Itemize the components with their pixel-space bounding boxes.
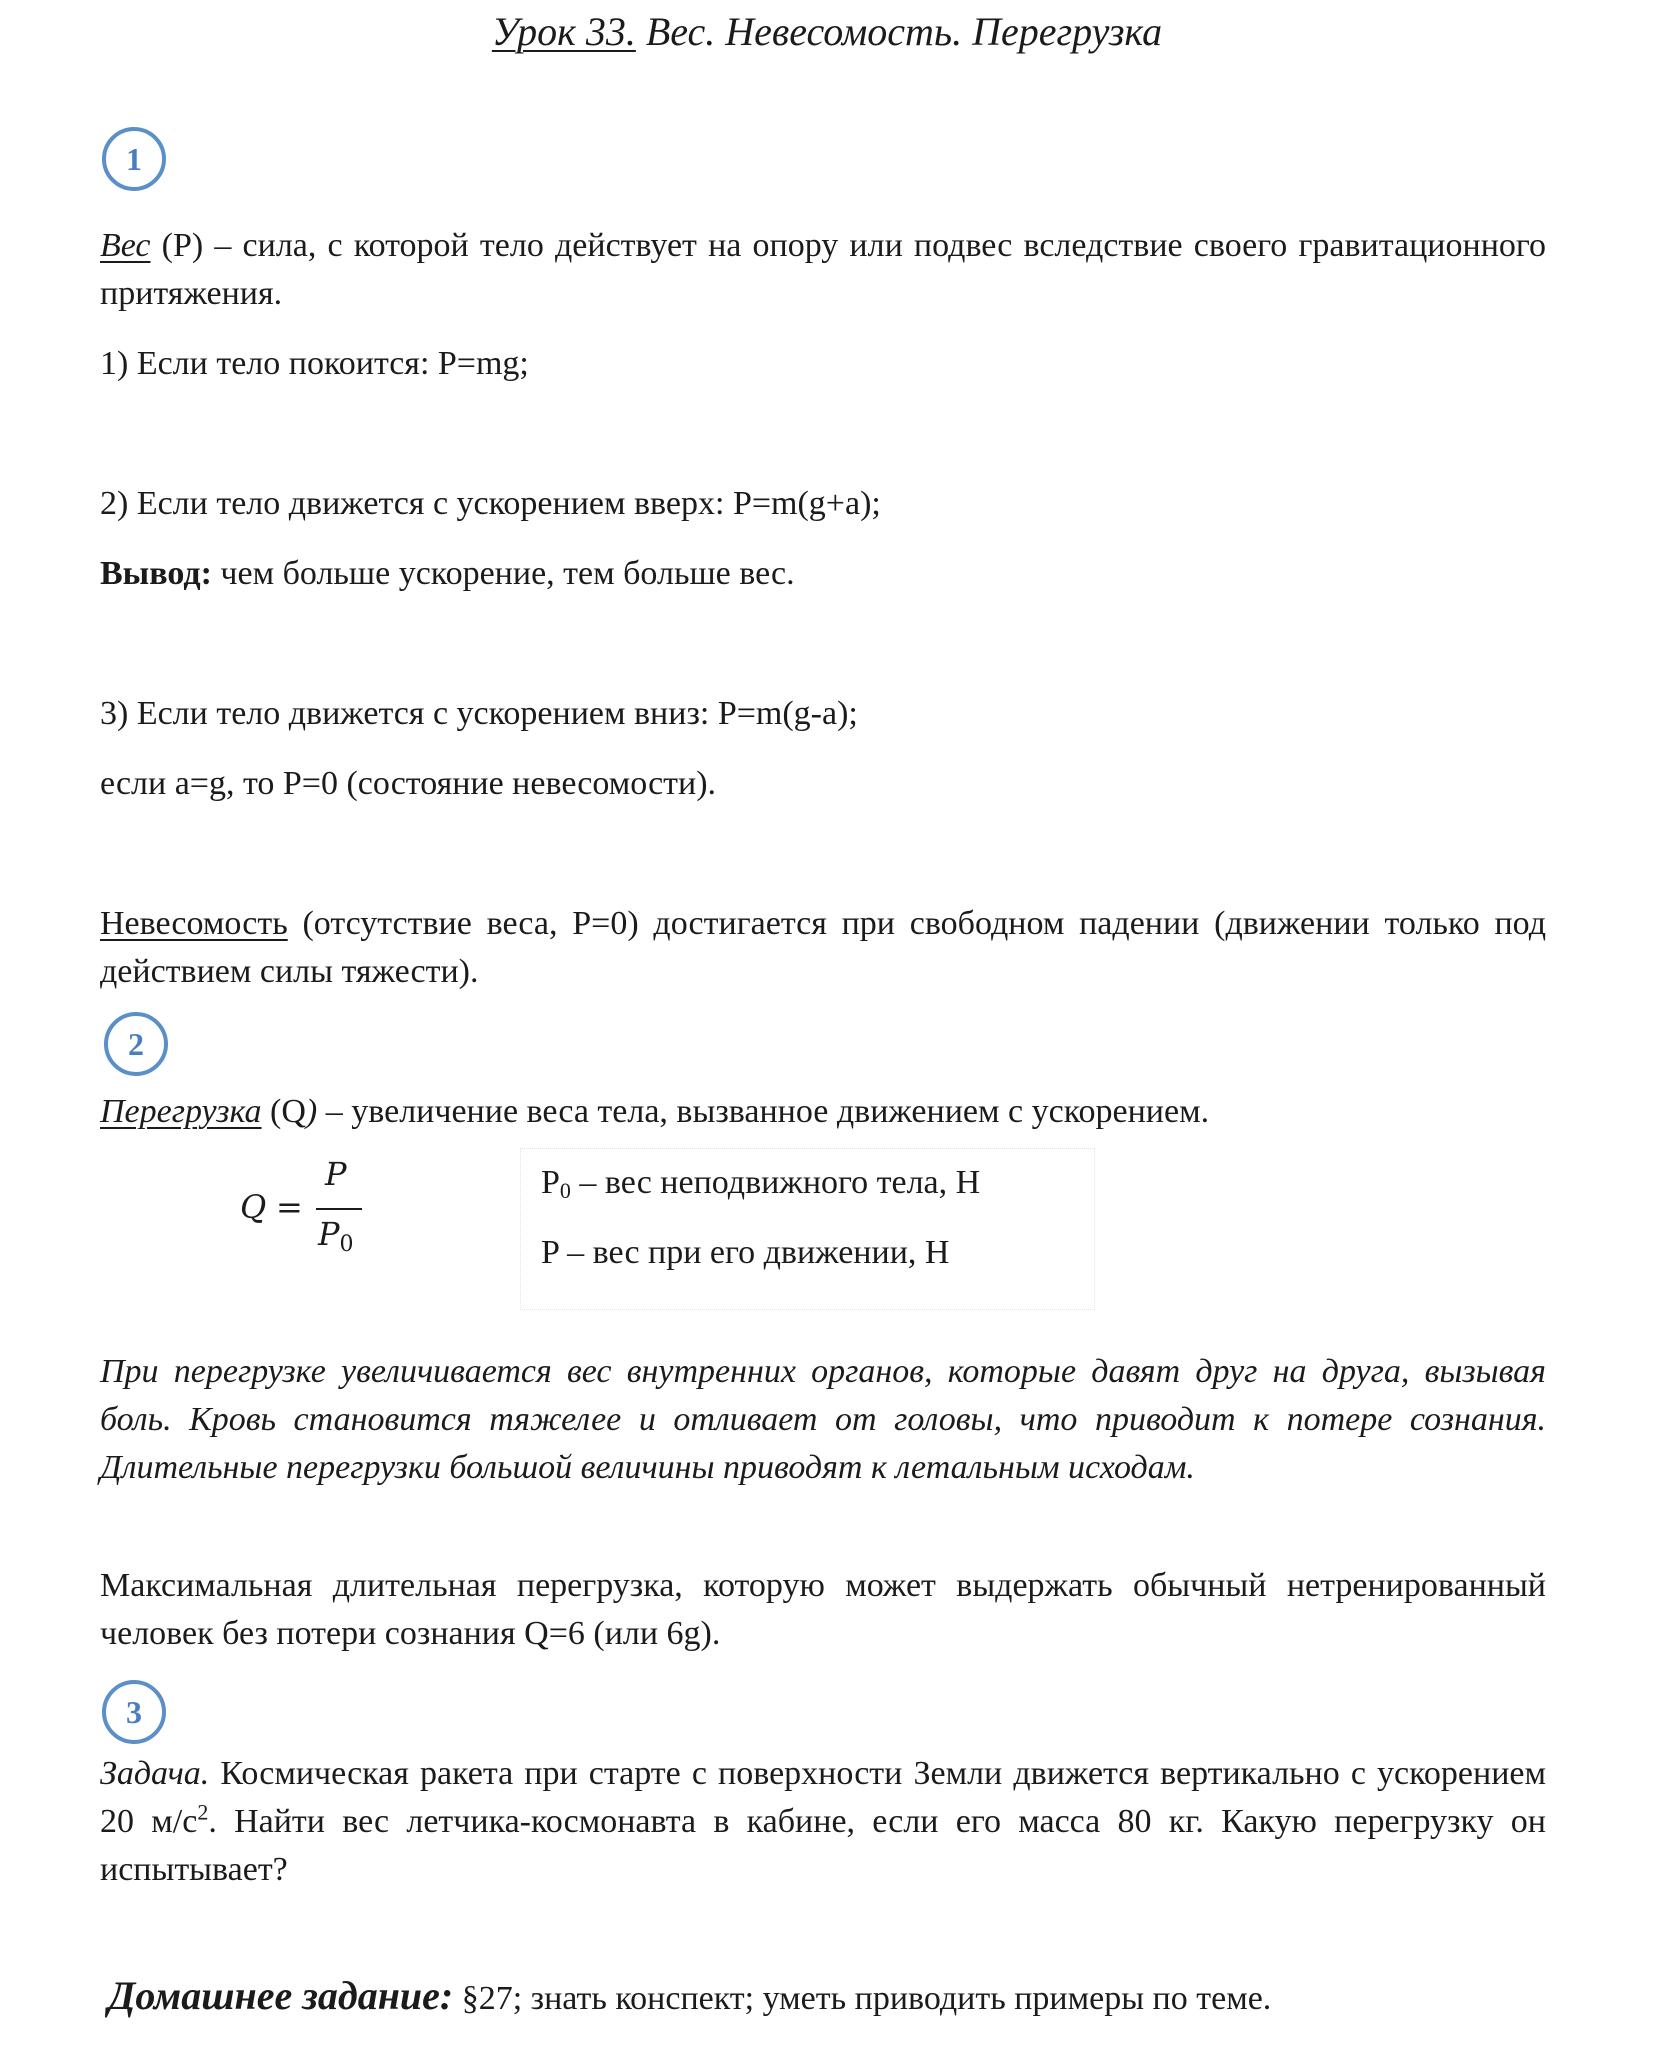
weight-definition-text: (P) – сила, с которой тело действует на опору или подвес вследствие своего гравитационного притяжения. bbox=[100, 227, 1546, 312]
lesson-topic: Вес. Невесомость. Перегрузка bbox=[635, 9, 1163, 54]
legend-symbol: P bbox=[541, 1234, 559, 1271]
overload-symbol-open: ( bbox=[261, 1093, 282, 1130]
formula-lhs: Q bbox=[240, 1188, 267, 1226]
section-number-1-badge: 1 bbox=[102, 127, 166, 191]
fraction-bar bbox=[316, 1208, 362, 1210]
weight-term: Вес bbox=[100, 227, 151, 264]
homework bbox=[108, 1972, 1271, 2023]
legend-text: – вес при его движении, Н bbox=[558, 1234, 950, 1271]
legend-symbol-sub: 0 bbox=[559, 1178, 571, 1203]
weight-case-3: 3) Если тело движется с ускорением вниз: P=m(g-a); bbox=[100, 695, 858, 732]
overload-effects: При перегрузке увеличивается вес внутренних органов, которые давят друг на друга, вызывая боль. Кровь становится тяжелее и отливает от головы, что приводит к потере сознания. Длительные перегрузки большой величины приводят к летальным исходам. bbox=[100, 1353, 1546, 1486]
overload-formula bbox=[240, 1155, 380, 1265]
overload-max: Максимальная длительная перегрузка, которую может выдержать обычный нетренированный человек без потери сознания Q=6 (или 6g). bbox=[100, 1567, 1546, 1652]
overload-symbol-close: ) bbox=[305, 1093, 318, 1130]
formula-denominator-sub: 0 bbox=[339, 1232, 354, 1257]
legend-row bbox=[541, 1229, 949, 1277]
formula-equals: = bbox=[276, 1188, 303, 1226]
legend-symbol: P bbox=[541, 1164, 560, 1201]
weight-case-2: 2) Если тело движется с ускорением вверх: P=m(g+a); bbox=[100, 485, 881, 522]
task-text-after: . Найти вес летчика-космонавта в кабине, если его масса 80 кг. Какую перегрузку он испытывает? bbox=[100, 1803, 1546, 1888]
section-number-3-badge: 3 bbox=[102, 1680, 166, 1744]
formula-legend bbox=[520, 1148, 1095, 1310]
weight-case-3-note: если a=g, то P=0 (состояние невесомости). bbox=[100, 765, 717, 802]
page-title bbox=[0, 2, 1654, 62]
section-number-2-badge: 2 bbox=[104, 1012, 168, 1076]
task-text-before: Космическая ракета при старте с поверхности Земли движется вертикально с ускорением 20 м/с bbox=[100, 1755, 1546, 1840]
overload-term: Перегрузка bbox=[100, 1093, 262, 1130]
formula-denominator bbox=[318, 1215, 354, 1257]
conclusion-label: Вывод: bbox=[100, 555, 212, 592]
homework-text: §27; знать конспект; уметь приводить примеры по теме. bbox=[453, 1980, 1272, 2017]
lesson-number: Урок 33. bbox=[491, 9, 636, 54]
task-label: Задача. bbox=[100, 1755, 210, 1792]
weightlessness-definition bbox=[100, 900, 1546, 996]
weight-conclusion bbox=[100, 550, 795, 598]
legend-text: – вес неподвижного тела, Н bbox=[570, 1164, 981, 1201]
task-text bbox=[100, 1750, 1546, 1894]
task-superscript: 2 bbox=[197, 1799, 209, 1825]
formula-denominator-symbol: P bbox=[318, 1215, 340, 1253]
overload-definition-text: – увеличение веса тела, вызванное движением с ускорением. bbox=[317, 1093, 1210, 1130]
conclusion-text: чем больше ускорение, тем больше вес. bbox=[211, 555, 795, 592]
weight-case-1: 1) Если тело покоится: P=mg; bbox=[100, 345, 529, 382]
weight-definition bbox=[100, 222, 1546, 318]
overload-symbol: Q bbox=[281, 1093, 306, 1130]
legend-row bbox=[541, 1159, 980, 1215]
formula-numerator: P bbox=[325, 1155, 347, 1193]
weightlessness-definition-text: (отсутствие веса, P=0) достигается при свободном падении (движении только под действием силы тяжести). bbox=[100, 905, 1546, 990]
overload-definition bbox=[100, 1088, 1209, 1136]
homework-label: Домашнее задание: bbox=[108, 1973, 454, 2018]
weightlessness-term: Невесомость bbox=[100, 905, 288, 942]
